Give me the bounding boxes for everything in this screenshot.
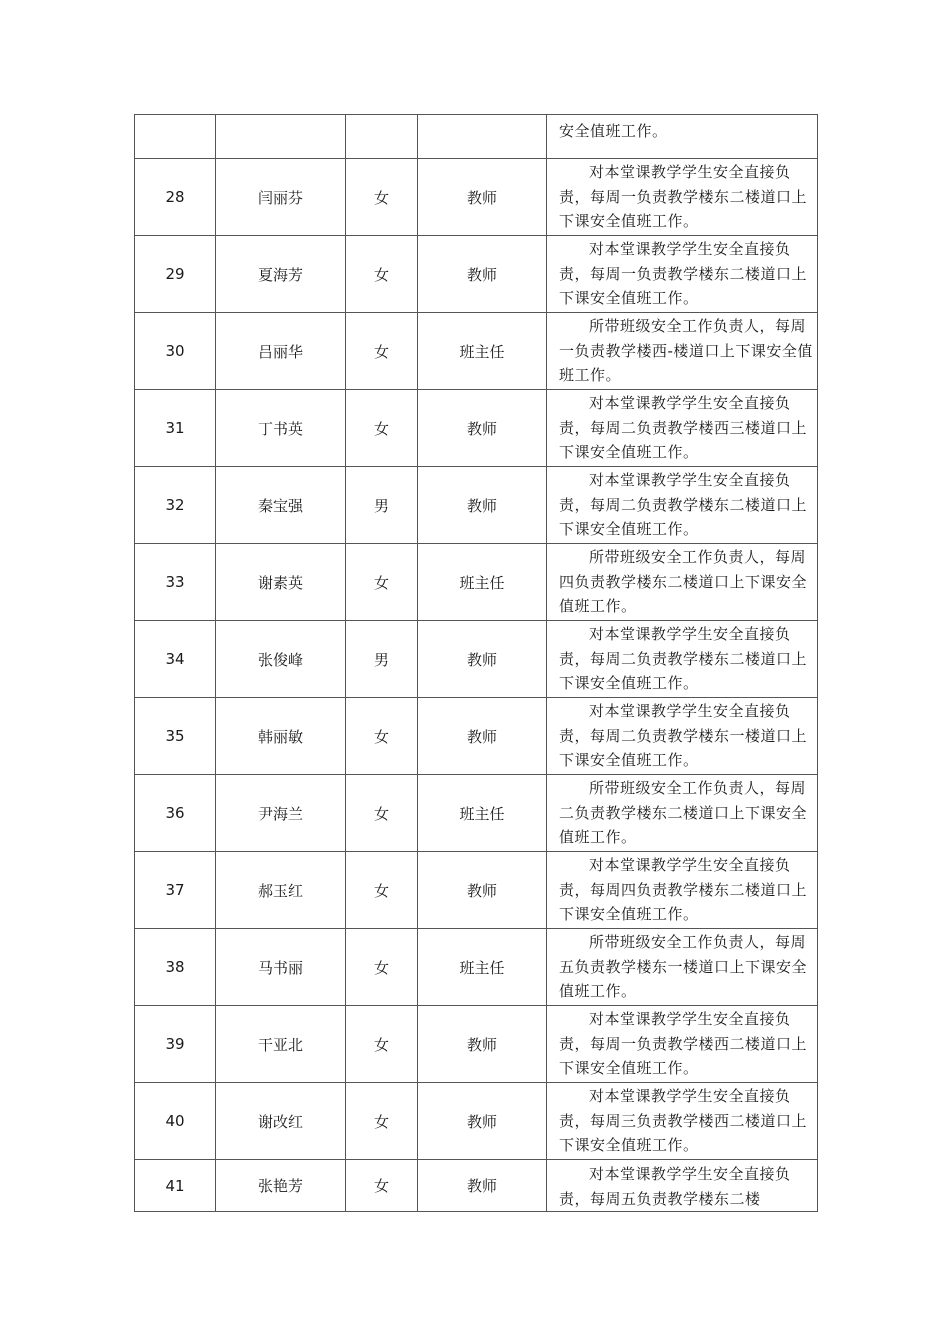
cell-no bbox=[135, 115, 216, 159]
cell-role: 班主任 bbox=[418, 313, 547, 390]
table-row bbox=[135, 544, 818, 621]
cell-duty: 对本堂课教学学生安全直接负责，每周二负责教学楼东一楼道口上下课安全值班工作。 bbox=[547, 698, 818, 775]
cell-duty: 对本堂课教学学生安全直接负责，每周一负责教学楼东二楼道口上下课安全值班工作。 bbox=[547, 159, 818, 236]
cell-gender: 女 bbox=[346, 1083, 418, 1160]
cell-gender: 女 bbox=[346, 544, 418, 621]
cell-role: 教师 bbox=[418, 852, 547, 929]
cell-no: 40 bbox=[135, 1083, 216, 1160]
cell-duty bbox=[547, 1160, 818, 1212]
cell-gender: 女 bbox=[346, 1160, 418, 1212]
cell-gender: 女 bbox=[346, 1006, 418, 1083]
table-row bbox=[135, 313, 818, 390]
table-row bbox=[135, 621, 818, 698]
cell-no: 35 bbox=[135, 698, 216, 775]
cell-gender: 男 bbox=[346, 621, 418, 698]
table-row-continuation bbox=[135, 115, 818, 159]
cell-duty: 对本堂课教学学生安全直接负责，每周二负责教学楼东二楼道口上下课安全值班工作。 bbox=[547, 467, 818, 544]
cell-name: 夏海芳 bbox=[216, 236, 346, 313]
cell-role: 班主任 bbox=[418, 775, 547, 852]
cell-role: 教师 bbox=[418, 159, 547, 236]
table-row bbox=[135, 1006, 818, 1083]
table-row bbox=[135, 929, 818, 1006]
cell-role: 教师 bbox=[418, 390, 547, 467]
duty-roster-table bbox=[134, 114, 818, 1212]
cell-no: 30 bbox=[135, 313, 216, 390]
table-row bbox=[135, 852, 818, 929]
cell-role: 教师 bbox=[418, 698, 547, 775]
cell-gender: 女 bbox=[346, 775, 418, 852]
cell-no: 31 bbox=[135, 390, 216, 467]
cell-name: 吕丽华 bbox=[216, 313, 346, 390]
cell-gender: 女 bbox=[346, 852, 418, 929]
cell-duty: 对本堂课教学学生安全直接负责，每周二负责教学楼西三楼道口上下课安全值班工作。 bbox=[547, 390, 818, 467]
cell-gender: 女 bbox=[346, 159, 418, 236]
cell-no: 33 bbox=[135, 544, 216, 621]
cell-duty: 对本堂课教学学生安全直接负责，每周一负责教学楼东二楼道口上下课安全值班工作。 bbox=[547, 236, 818, 313]
cell-gender: 女 bbox=[346, 929, 418, 1006]
cell-duty-text: 对本堂课教学学生安全直接负责，每周五负责教学楼东二楼 bbox=[559, 1165, 791, 1208]
cell-name: 干亚北 bbox=[216, 1006, 346, 1083]
cell-role: 教师 bbox=[418, 1083, 547, 1160]
cell-gender: 男 bbox=[346, 467, 418, 544]
cell-no: 37 bbox=[135, 852, 216, 929]
cell-name: 闫丽芬 bbox=[216, 159, 346, 236]
cell-duty: 安全值班工作。 bbox=[547, 115, 818, 159]
cell-name: 谢素英 bbox=[216, 544, 346, 621]
cell-no: 34 bbox=[135, 621, 216, 698]
cell-name: 韩丽敏 bbox=[216, 698, 346, 775]
cell-gender: 女 bbox=[346, 390, 418, 467]
table-row bbox=[135, 390, 818, 467]
cell-duty: 所带班级安全工作负责人，每周五负责教学楼东一楼道口上下课安全值班工作。 bbox=[547, 929, 818, 1006]
cell-gender bbox=[346, 115, 418, 159]
table-row bbox=[135, 159, 818, 236]
table-row bbox=[135, 698, 818, 775]
cell-no: 36 bbox=[135, 775, 216, 852]
table-row bbox=[135, 1083, 818, 1160]
cell-name: 张俊峰 bbox=[216, 621, 346, 698]
cell-duty: 对本堂课教学学生安全直接负责，每周一负责教学楼西二楼道口上下课安全值班工作。 bbox=[547, 1006, 818, 1083]
cell-no: 41 bbox=[135, 1160, 216, 1212]
cell-role: 班主任 bbox=[418, 544, 547, 621]
cell-gender: 女 bbox=[346, 313, 418, 390]
cell-role: 班主任 bbox=[418, 929, 547, 1006]
cell-name: 尹海兰 bbox=[216, 775, 346, 852]
cell-name: 马书丽 bbox=[216, 929, 346, 1006]
cell-duty: 所带班级安全工作负责人，每周四负责教学楼东二楼道口上下课安全值班工作。 bbox=[547, 544, 818, 621]
cell-name: 丁书英 bbox=[216, 390, 346, 467]
table-row bbox=[135, 236, 818, 313]
cell-duty: 对本堂课教学学生安全直接负责，每周二负责教学楼东二楼道口上下课安全值班工作。 bbox=[547, 621, 818, 698]
cell-duty: 对本堂课教学学生安全直接负责，每周三负责教学楼西二楼道口上下课安全值班工作。 bbox=[547, 1083, 818, 1160]
duty-roster-body bbox=[135, 115, 818, 1212]
cell-gender: 女 bbox=[346, 698, 418, 775]
cell-duty: 对本堂课教学学生安全直接负责，每周四负责教学楼东二楼道口上下课安全值班工作。 bbox=[547, 852, 818, 929]
cell-name bbox=[216, 115, 346, 159]
cell-role bbox=[418, 115, 547, 159]
cell-no: 38 bbox=[135, 929, 216, 1006]
cell-no: 28 bbox=[135, 159, 216, 236]
cell-role: 教师 bbox=[418, 1006, 547, 1083]
cell-name: 郝玉红 bbox=[216, 852, 346, 929]
cell-role: 教师 bbox=[418, 621, 547, 698]
cell-name: 秦宝强 bbox=[216, 467, 346, 544]
cell-name: 谢改红 bbox=[216, 1083, 346, 1160]
cell-no: 32 bbox=[135, 467, 216, 544]
cell-name: 张艳芳 bbox=[216, 1160, 346, 1212]
cell-gender: 女 bbox=[346, 236, 418, 313]
cell-duty: 所带班级安全工作负责人，每周一负责教学楼西-楼道口上下课安全值班工作。 bbox=[547, 313, 818, 390]
cell-role: 教师 bbox=[418, 1160, 547, 1212]
table-row bbox=[135, 467, 818, 544]
cell-no: 39 bbox=[135, 1006, 216, 1083]
table-row bbox=[135, 775, 818, 852]
cell-role: 教师 bbox=[418, 236, 547, 313]
cell-no: 29 bbox=[135, 236, 216, 313]
cell-duty: 所带班级安全工作负责人，每周二负责教学楼东二楼道口上下课安全值班工作。 bbox=[547, 775, 818, 852]
cell-role: 教师 bbox=[418, 467, 547, 544]
table-row bbox=[135, 1160, 818, 1212]
